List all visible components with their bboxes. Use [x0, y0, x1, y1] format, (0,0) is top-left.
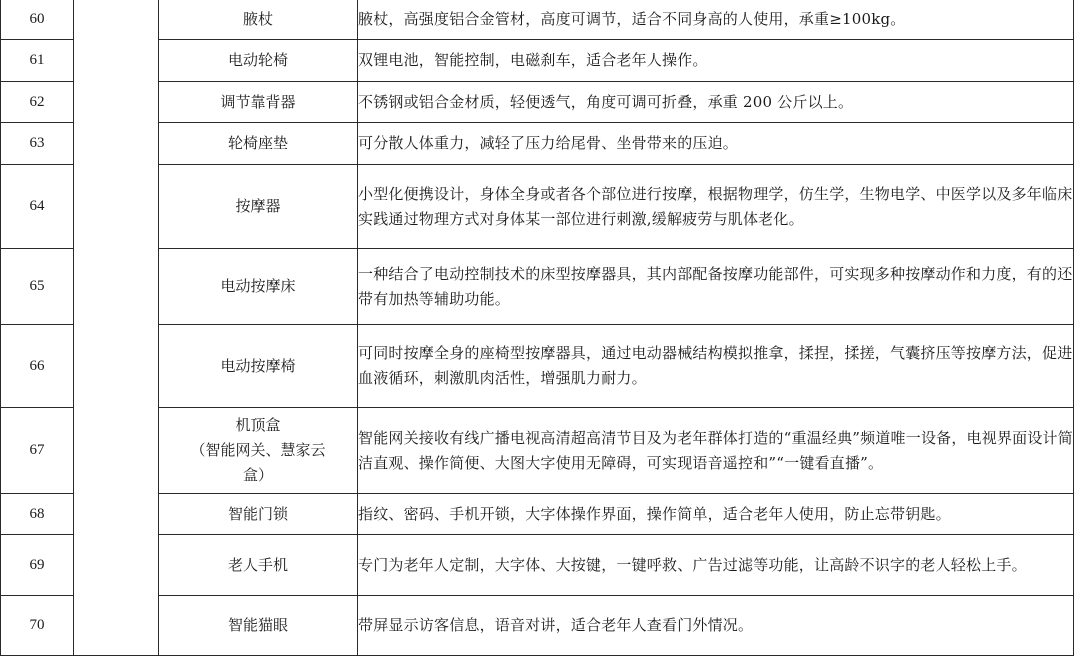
product-name: 智能猫眼: [159, 596, 358, 656]
product-name: 智能门锁: [159, 494, 358, 535]
product-description: 双锂电池，智能控制，电磁刹车，适合老年人操作。: [358, 40, 1074, 82]
row-number: 68: [1, 494, 74, 535]
table-row: [1, 123, 1074, 165]
product-description: 一种结合了电动控制技术的床型按摩器具，其内部配备按摩功能部件，可实现多种按摩动作和力度，有的还带有加热等辅助功能。: [358, 249, 1074, 325]
product-name: 电动按摩床: [159, 249, 358, 325]
product-description: 小型化便携设计，身体全身或者各个部位进行按摩，根据物理学，仿生学，生物电学、中医学以及多年临床实践通过物理方式对身体某一部位进行刺激,缓解疲劳与肌体老化。: [358, 165, 1074, 249]
product-name: 轮椅座垫: [159, 123, 358, 165]
product-name: 机顶盒 （智能网关、慧家云 盒）: [159, 408, 358, 494]
table-row: [1, 0, 1074, 40]
table-row: [1, 535, 1074, 596]
product-description: 腋杖，高强度铝合金管材，高度可调节，适合不同身高的人使用，承重≥100kg。: [358, 0, 1074, 40]
product-description: 可同时按摩全身的座椅型按摩器具，通过电动器械结构模拟推拿，揉捏，揉搓，气囊挤压等按摩方法，促进血液循环，刺激肌肉活性，增强肌力耐力。: [358, 325, 1074, 408]
table-row: [1, 82, 1074, 123]
product-name: 按摩器: [159, 165, 358, 249]
table-row: [1, 40, 1074, 82]
row-number: 62: [1, 82, 74, 123]
table-row: [1, 249, 1074, 325]
product-description: 智能网关接收有线广播电视高清超高清节目及为老年群体打造的“重温经典”频道唯一设备，电视界面设计简洁直观、操作简便、大图大字使用无障碍，可实现语音遥控和”“一键看直播”。: [358, 408, 1074, 494]
table-row: [1, 494, 1074, 535]
product-name: 电动按摩椅: [159, 325, 358, 408]
product-description: 指纹、密码、手机开锁，大字体操作界面，操作简单，适合老年人使用，防止忘带钥匙。: [358, 494, 1074, 535]
row-number: 70: [1, 596, 74, 656]
row-number: 63: [1, 123, 74, 165]
category-cell: [74, 0, 159, 656]
product-description: 不锈钢或铝合金材质，轻便透气，角度可调可折叠，承重 200 公斤以上。: [358, 82, 1074, 123]
table-row: [1, 596, 1074, 656]
product-name: 老人手机: [159, 535, 358, 596]
row-number: 67: [1, 408, 74, 494]
table-row: [1, 408, 1074, 494]
row-number: 65: [1, 249, 74, 325]
row-number: 66: [1, 325, 74, 408]
product-description: 可分散人体重力，减轻了压力给尾骨、坐骨带来的压迫。: [358, 123, 1074, 165]
table-row: [1, 325, 1074, 408]
product-description: 专门为老年人定制，大字体、大按键，一键呼救、广告过滤等功能，让高龄不识字的老人轻松上手。: [358, 535, 1074, 596]
row-number: 60: [1, 0, 74, 40]
product-name: 腋杖: [159, 0, 358, 40]
product-description: 带屏显示访客信息，语音对讲，适合老年人查看门外情况。: [358, 596, 1074, 656]
row-number: 64: [1, 165, 74, 249]
product-name: 调节靠背器: [159, 82, 358, 123]
row-number: 61: [1, 40, 74, 82]
table-row: [1, 165, 1074, 249]
row-number: 69: [1, 535, 74, 596]
product-name: 电动轮椅: [159, 40, 358, 82]
